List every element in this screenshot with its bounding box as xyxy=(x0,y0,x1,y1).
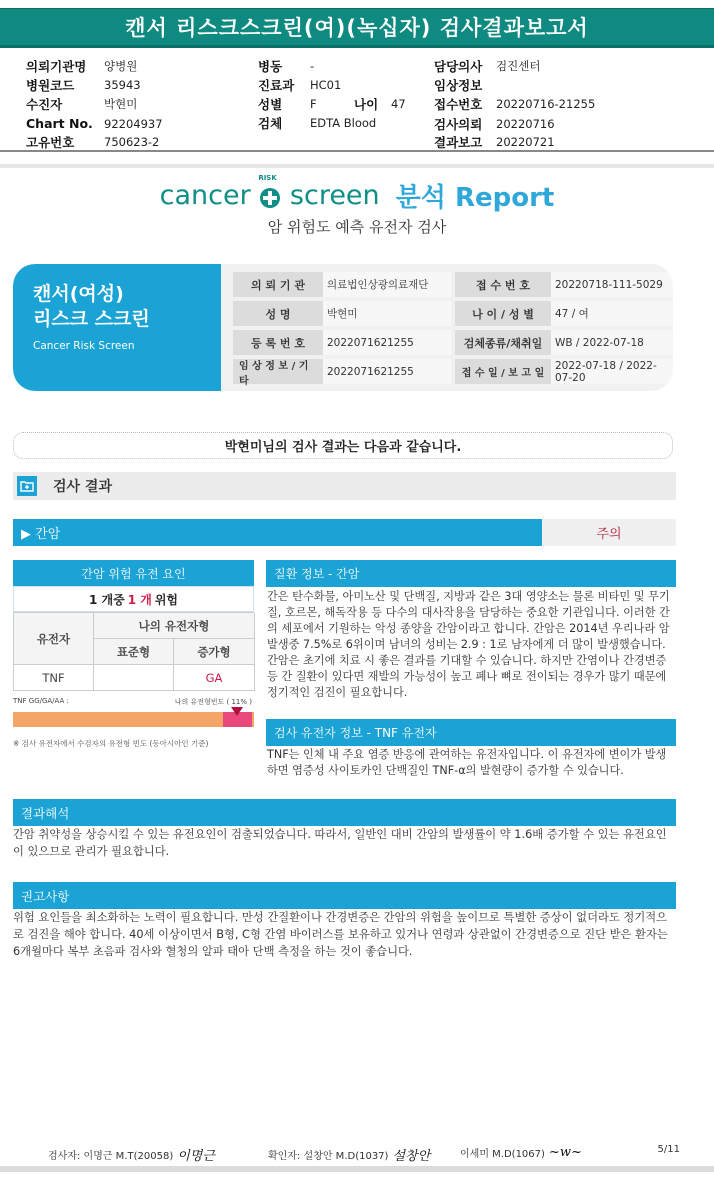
card-value: WB / 2022-07-18 xyxy=(551,330,673,355)
meta-chart-no: Chart No. 92204937 xyxy=(26,116,163,131)
confirmer-signature: 확인자: 설창안 M.D(1037) 설창안 xyxy=(268,1145,430,1164)
card-label: 접 수 번 호 xyxy=(455,272,551,297)
risk-table-title: 간암 위험 유전 요인 xyxy=(13,560,254,586)
confirmer-signature-image: 설창안 xyxy=(392,1149,431,1164)
meta-doctor: 담당의사 검진센터 xyxy=(434,58,541,74)
disease-info-header: 질환 정보 - 간암 xyxy=(266,560,676,587)
meta-clinical-info: 임상정보 xyxy=(434,77,483,93)
bottom-divider xyxy=(0,1166,714,1172)
report-title: 캔서 리스크스크린(여)(녹십자) 검사결과보고서 xyxy=(125,16,589,40)
genotype-grid xyxy=(13,612,254,691)
card-label: 나 이 / 성 별 xyxy=(455,301,551,326)
gene-name: TNF xyxy=(14,665,94,691)
brand-subtitle: 암 위험도 예측 유전자 검사 xyxy=(267,218,447,236)
card-title-line1: 캔서(여성) xyxy=(33,283,124,305)
interpretation-body: 간암 취약성을 상승시킬 수 있는 유전요인이 검출되었습니다. 따라서, 일반인 대비 간암의 발생률이 약 1.6배 증가할 수 있는 유전요인이 있으므로 관리가 필요합니다. xyxy=(13,828,667,858)
genotype-frequency-labels: TNF GG/GA/AA : 나의 유전형빈도 ( 11% ) xyxy=(13,697,252,706)
meta-request-date: 검사의뢰 20220716 xyxy=(434,116,555,132)
standard-type-value xyxy=(94,665,174,691)
meta-ward: 병동 - xyxy=(258,58,315,74)
gene-info-body: TNF는 인체 내 주요 염증 반응에 관여하는 유전자입니다. 이 유전자에 변이가 발생하면 염증성 사이토카인 단백질인 TNF-α의 발현량이 증가할 수 있습니다. xyxy=(267,748,667,777)
meta-specimen: 검체 EDTA Blood xyxy=(258,115,377,131)
card-value: 2022-07-18 / 2022-07-20 xyxy=(551,359,673,384)
genotype-frequency-bar xyxy=(13,712,254,727)
folder-icon xyxy=(17,476,37,496)
meta-patient: 수진자 박현미 xyxy=(26,96,138,112)
card-title-panel xyxy=(13,264,221,391)
card-value: 2022071621255 xyxy=(323,359,451,384)
card-row xyxy=(233,359,673,387)
increased-type-value: GA xyxy=(174,665,255,691)
risk-count: 1 개중 1 개 위험 xyxy=(13,586,254,612)
card-label: 의 뢰 기 관 xyxy=(233,272,323,297)
frequency-note: ※ 검사 유전자에서 수검자의 유전형 빈도 (동아시아인 기준) xyxy=(13,739,209,748)
meta-report-date: 결과보고 20220721 xyxy=(434,134,555,150)
meta-hospital-name: 의뢰기관명 양병원 xyxy=(26,58,138,74)
meta-sex: 성별 F 나이 47 xyxy=(258,96,406,112)
card-label: 접 수 일 / 보 고 일 xyxy=(455,359,551,384)
card-label: 검체종류/채취일 xyxy=(455,330,551,355)
risk-gene-table xyxy=(13,560,254,691)
frequency-marker-icon xyxy=(231,707,243,716)
card-value: 박현미 xyxy=(323,301,451,326)
divider xyxy=(0,164,714,168)
patient-meta-block xyxy=(0,52,714,152)
my-genotype-header: 나의 유전자형 xyxy=(94,613,255,639)
third-signature: 이세미 M.D(1067) ~w~ xyxy=(460,1145,582,1160)
meta-department: 진료과 HC01 xyxy=(258,77,342,93)
standard-type-header: 표준형 xyxy=(94,639,174,665)
recommendation-header: 권고사항 xyxy=(13,882,676,909)
brand-wordmark: cancer RISK screen xyxy=(159,174,380,211)
card-row xyxy=(233,272,673,297)
brand-logo xyxy=(0,170,714,220)
test-info-card xyxy=(13,264,673,391)
card-row xyxy=(233,330,673,355)
card-value: 2022071621255 xyxy=(323,330,451,355)
section-title: 검사 결과 xyxy=(53,479,112,495)
meta-unique-no: 고유번호 750623-2 xyxy=(26,134,160,150)
card-value: 20220718-111-5029 xyxy=(551,272,673,297)
tester-signature-image: 이명근 xyxy=(177,1149,215,1164)
meta-hospital-code: 병원코드 35943 xyxy=(26,77,141,93)
recommendation-body: 위험 요인들을 최소화하는 노력이 필요합니다. 만성 간질환이나 간경변증은 간암의 위험을 높이므로 특별한 증상이 없더라도 정기적으로 검진을 해야 합니다. 40세 이상이면서 B형, C형 간염 바이러스를 보유하고 있거나 연령과 상관없이 간경변증으로 진단 받은 환자는 6개월마다 복부 초음파 검사와 혈청의 알파 태아 단백 측정을 하는 것이 좋습니다. xyxy=(13,911,668,958)
card-row xyxy=(233,301,673,326)
third-signature-image: ~w~ xyxy=(548,1145,582,1160)
gene-info-header: 검사 유전자 정보 - TNF 유전자 xyxy=(266,719,676,746)
signature-footer xyxy=(0,1140,714,1162)
report-title-bar xyxy=(0,8,714,48)
card-value: 의료법인상광의료재단 xyxy=(323,272,451,297)
meta-age-label: 나이 xyxy=(354,96,379,112)
brand-report: 분석 Report xyxy=(395,182,555,213)
disease-info-body: 간은 탄수화물, 아미노산 및 단백질, 지방과 같은 3대 영양소는 물론 비타민 및 무기질, 호르몬, 해독작용 등 다수의 대사작용을 담당하는 중요한 기관입니다. 이러한 간의 세포에서 기원하는 악성 종양을 간암이라고 합니다. 간암은 2014년 우리나라 암 발생중 7.5%로 6위이며 남녀의 성비는 2.9 : 1로 남자에게 더 많이 발생했습니다. 간암은 초기에 치료 시 좋은 결과를 기대할 수 있습니다. 하지만 간염이나 간경변증 등 간 질환이 있다면 재발의 가능성이 높고 폐나 뼈로 전이되는 경우가 많기 때문에 정기적인 검진이 필요합니다. xyxy=(267,590,670,699)
card-title-en: Cancer Risk Screen xyxy=(33,340,135,352)
card-value: 47 / 여 xyxy=(551,301,673,326)
gene-header: 유전자 xyxy=(14,613,94,665)
meta-receipt-no: 접수번호 20220716-21255 xyxy=(434,96,596,112)
cancer-risk-bar xyxy=(13,519,676,546)
cross-logo-icon xyxy=(258,174,281,207)
cancer-name: ▶ 간암 xyxy=(13,519,542,546)
increased-type-header: 증가형 xyxy=(174,639,255,665)
card-info-grid xyxy=(233,272,673,388)
page-number: 5/11 xyxy=(657,1144,680,1155)
section-header-results xyxy=(13,472,676,500)
tester-signature: 검사자: 이명근 M.T(20058) 이명근 xyxy=(48,1145,215,1164)
card-label: 등 록 번 호 xyxy=(233,330,323,355)
card-label: 성 명 xyxy=(233,301,323,326)
brand-risk-tag: RISK xyxy=(258,174,277,182)
risk-status-badge: 주의 xyxy=(542,519,676,546)
card-title-line2: 리스크 스크린 xyxy=(33,308,150,330)
card-label: 임 상 정 보 / 기 타 xyxy=(233,359,323,384)
result-notice: 박현미님의 검사 결과는 다음과 같습니다. xyxy=(13,432,673,459)
interpretation-header: 결과해석 xyxy=(13,799,676,826)
meta-age-value: 47 xyxy=(391,96,406,111)
